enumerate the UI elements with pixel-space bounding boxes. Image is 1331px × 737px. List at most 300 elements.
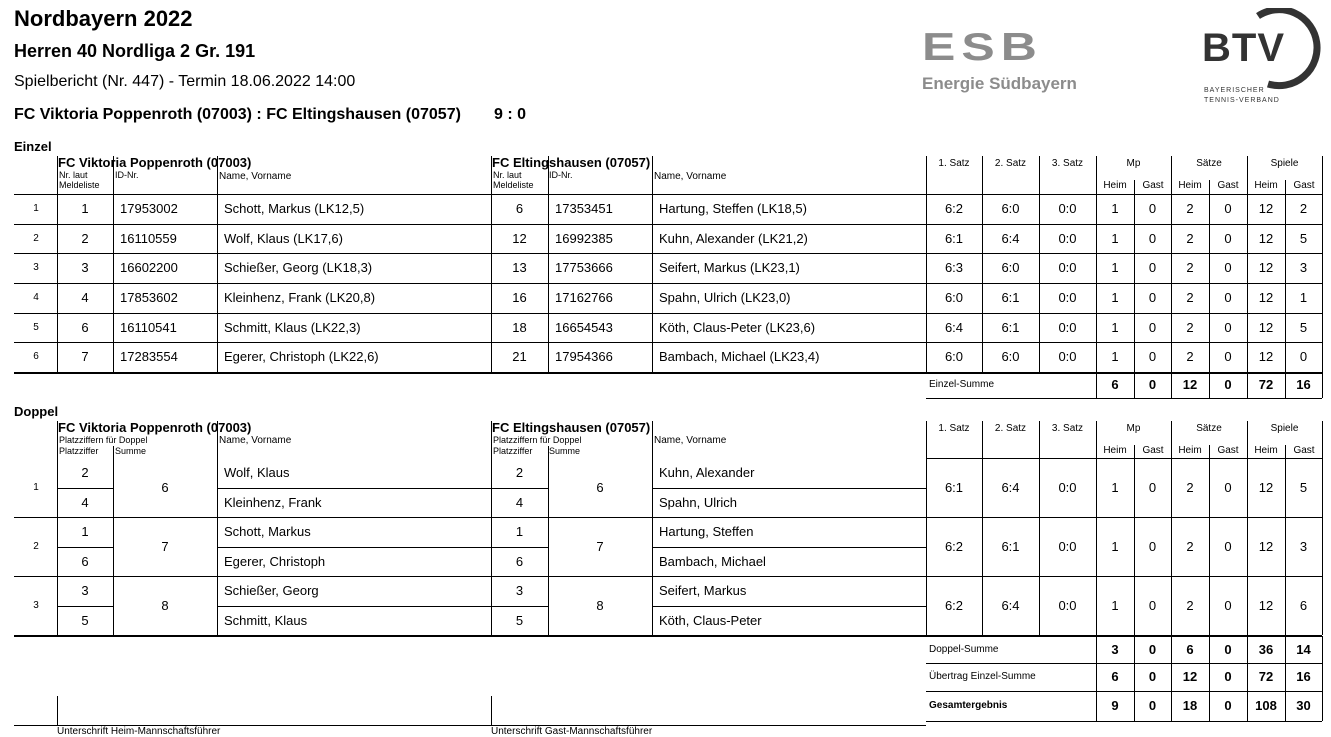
score-s2: 6:4 (1001, 480, 1020, 495)
signature-divider (57, 696, 58, 726)
score-s1: 6:4 (944, 320, 964, 335)
score-s3: 0:0 (1058, 480, 1077, 495)
home-id: 16602200 (120, 260, 178, 275)
home-sum: 6 (161, 480, 169, 495)
score-s1: 6:1 (944, 480, 964, 495)
score-gh: 12 (1258, 480, 1274, 495)
home-id: 17853602 (120, 290, 178, 305)
score-s2: 6:0 (1001, 349, 1020, 364)
cell-divider (1285, 224, 1286, 253)
half-row-line (491, 547, 548, 548)
sum-divider (1322, 372, 1323, 398)
cell-divider (926, 283, 927, 313)
cell-divider (1171, 253, 1172, 283)
cell-divider (1209, 517, 1210, 576)
sum-divider (1322, 636, 1323, 663)
home-name: Schmitt, Klaus (LK22,3) (224, 320, 361, 335)
guest-nr: 18 (512, 320, 527, 335)
cell-divider (1039, 458, 1040, 517)
sum-gg: 16 (1296, 377, 1311, 392)
score-mph: 1 (1111, 598, 1119, 613)
guest-id: 17753666 (555, 260, 613, 275)
sum-label: Gesamtergebnis (929, 700, 1008, 711)
score-s1: 6:2 (944, 539, 964, 554)
cell-divider (113, 194, 114, 224)
half-row-line (57, 606, 113, 607)
cell-divider (1096, 283, 1097, 313)
match-score: 9 : 0 (494, 106, 527, 123)
score-gg: 2 (1299, 201, 1308, 216)
esb-logo-mark: ESB (922, 24, 1043, 69)
sum-gg: 30 (1296, 698, 1311, 713)
cell-divider (926, 517, 927, 576)
guest-name-1: Seifert, Markus (659, 583, 747, 598)
cell-divider (217, 283, 218, 313)
cell-divider (1322, 313, 1323, 342)
score-s2: 6:1 (1001, 539, 1020, 554)
sum-sh: 12 (1182, 377, 1198, 392)
cell-divider (1209, 253, 1210, 283)
cell-divider (548, 194, 549, 224)
header-divider (113, 156, 114, 194)
saetze-header: Sätze (1196, 423, 1222, 434)
cell-divider (926, 458, 927, 517)
header-divider (217, 156, 218, 194)
cell-divider (1285, 458, 1286, 517)
match-teams: FC Viktoria Poppenroth (07003) : FC Eltingshausen (07057) (14, 106, 461, 123)
home-nr: 6 (81, 320, 89, 335)
score-mph: 1 (1111, 290, 1119, 305)
score-gg: 3 (1299, 260, 1308, 275)
score-mpg: 0 (1148, 231, 1157, 246)
score-mph: 1 (1111, 539, 1119, 554)
sum-mph: 6 (1111, 377, 1119, 392)
cell-divider (1134, 342, 1135, 372)
cell-divider (1209, 283, 1210, 313)
guest-nr: 12 (512, 231, 527, 246)
cell-divider (1285, 517, 1286, 576)
cell-divider (548, 458, 549, 517)
signature-divider (491, 696, 492, 726)
score-sh: 2 (1186, 290, 1194, 305)
cell-divider (491, 283, 492, 313)
score-mpg: 0 (1148, 320, 1157, 335)
score-gg: 6 (1299, 598, 1308, 613)
cell-divider (1171, 313, 1172, 342)
heim-subheader: Heim (1254, 445, 1278, 456)
cell-divider (1247, 224, 1248, 253)
cell-divider (1209, 342, 1210, 372)
guest-id: 17162766 (555, 290, 613, 305)
sum-mph: 3 (1111, 642, 1119, 657)
esb-logo-text: Energie Südbayern (922, 74, 1077, 93)
cell-divider (491, 342, 492, 372)
guest-name-1: Hartung, Steffen (659, 524, 754, 539)
header-divider (491, 156, 492, 194)
home-name: Egerer, Christoph (LK22,6) (224, 349, 379, 364)
sum-gh: 72 (1258, 669, 1274, 684)
score-mpg: 0 (1148, 290, 1157, 305)
cell-divider (1039, 576, 1040, 635)
cell-divider (1096, 576, 1097, 635)
score-sh: 2 (1186, 480, 1194, 495)
col-name: Name, Vorname (219, 435, 292, 446)
header-divider (548, 446, 549, 458)
guest-col-id: ID-Nr. (549, 170, 573, 180)
col-nr-line1: Nr. laut (59, 170, 88, 180)
cell-divider (113, 283, 114, 313)
col-nr-line2: Meldeliste (59, 180, 100, 190)
sum-sh: 6 (1186, 642, 1194, 657)
set2-header: 2. Satz (994, 158, 1027, 169)
home-platz-1: 1 (81, 524, 89, 539)
score-gg: 5 (1299, 231, 1308, 246)
col-pz-line1: Platzziffern für Doppel (59, 435, 148, 445)
score-gh: 12 (1258, 260, 1274, 275)
guest-col-summe: Summe (549, 446, 581, 456)
guest-id: 17353451 (555, 201, 613, 216)
cell-divider (1171, 517, 1172, 576)
cell-divider (1171, 194, 1172, 224)
page-title: Nordbayern 2022 (14, 6, 193, 31)
home-name: Wolf, Klaus (LK17,6) (224, 231, 343, 246)
gast-subheader: Gast (1293, 445, 1315, 456)
score-mph: 1 (1111, 260, 1119, 275)
score-gh: 12 (1258, 539, 1274, 554)
score-mpg: 0 (1148, 539, 1157, 554)
header-divider (548, 156, 549, 194)
score-s3: 0:0 (1058, 201, 1077, 216)
cell-divider (1209, 313, 1210, 342)
cell-divider (1134, 253, 1135, 283)
guest-sum: 8 (596, 598, 604, 613)
cell-divider (57, 253, 58, 283)
score-s2: 6:0 (1001, 201, 1020, 216)
score-sg: 0 (1224, 349, 1232, 364)
btv-logo-line1: BAYERISCHER (1204, 87, 1265, 94)
cell-divider (1322, 576, 1323, 635)
home-name-1: Schießer, Georg (224, 583, 319, 598)
home-platz-1: 2 (81, 465, 89, 480)
cell-divider (113, 342, 114, 372)
guest-platz-2: 5 (515, 613, 524, 628)
heim-subheader: Heim (1178, 180, 1202, 191)
score-mph: 1 (1111, 349, 1119, 364)
cell-divider (1247, 458, 1248, 517)
half-row-line (217, 488, 491, 489)
score-mpg: 0 (1148, 349, 1157, 364)
gast-subheader: Gast (1142, 180, 1164, 191)
guest-platz-1: 1 (515, 524, 524, 539)
cell-divider (1247, 517, 1248, 576)
sum-mpg: 0 (1148, 669, 1157, 684)
cell-divider (113, 576, 114, 635)
score-gh: 12 (1258, 598, 1274, 613)
sum-gh: 108 (1255, 698, 1277, 713)
score-s3: 0:0 (1058, 539, 1077, 554)
guest-name-2: Köth, Claus-Peter (659, 613, 762, 628)
sum-label: Doppel-Summe (929, 644, 999, 655)
home-nr: 7 (81, 349, 89, 364)
score-s2: 6:0 (1001, 260, 1020, 275)
score-s2: 6:4 (1001, 231, 1020, 246)
row-index: 6 (33, 351, 39, 362)
score-sg: 0 (1224, 260, 1232, 275)
header-divider (113, 446, 114, 458)
cell-divider (1039, 342, 1040, 372)
cell-divider (491, 253, 492, 283)
cell-divider (1285, 342, 1286, 372)
cell-divider (652, 342, 653, 372)
score-subheader-divider (1209, 445, 1210, 458)
report-info: Spielbericht (Nr. 447) - Termin 18.06.2022 14:00 (14, 73, 356, 90)
cell-divider (1209, 458, 1210, 517)
score-s3: 0:0 (1058, 231, 1077, 246)
sum-sh: 12 (1182, 669, 1198, 684)
heim-subheader: Heim (1254, 180, 1278, 191)
score-mpg: 0 (1148, 480, 1157, 495)
score-s1: 6:0 (944, 290, 964, 305)
cell-divider (1322, 224, 1323, 253)
cell-divider (1096, 253, 1097, 283)
score-s2: 6:1 (1001, 320, 1020, 335)
col-pz: Platzziffer (59, 446, 99, 456)
cell-divider (548, 517, 549, 576)
row-index: 2 (33, 541, 39, 552)
guest-col-pz-line1: Platzziffern für Doppel (493, 435, 582, 445)
guest-nr: 13 (512, 260, 527, 275)
btv-logo (1198, 8, 1326, 108)
guest-sum: 6 (596, 480, 604, 495)
cell-divider (1171, 576, 1172, 635)
home-name-1: Schott, Markus (224, 524, 311, 539)
gast-subheader: Gast (1217, 445, 1239, 456)
home-id: 16110559 (120, 231, 177, 246)
home-signature-label: Unterschrift Heim-Mannschaftsführer (57, 726, 221, 737)
guest-platz-2: 4 (515, 495, 524, 510)
score-s3: 0:0 (1058, 349, 1077, 364)
cell-divider (982, 458, 983, 517)
guest-signature-label: Unterschrift Gast-Mannschaftsführer (491, 726, 653, 737)
header-divider (57, 421, 58, 458)
cell-divider (982, 342, 983, 372)
sum-row-line (926, 721, 1039, 722)
home-platz-1: 3 (81, 583, 89, 598)
cell-divider (548, 283, 549, 313)
cell-divider (548, 313, 549, 342)
league-name: Herren 40 Nordliga 2 Gr. 191 (14, 41, 256, 61)
score-mph: 1 (1111, 231, 1119, 246)
col-name: Name, Vorname (219, 171, 292, 182)
cell-divider (1039, 224, 1040, 253)
cell-divider (1247, 253, 1248, 283)
heim-subheader: Heim (1103, 180, 1127, 191)
cell-divider (1322, 342, 1323, 372)
guest-id: 17954366 (555, 349, 613, 364)
sum-bottom-line (926, 398, 1322, 399)
cell-divider (982, 253, 983, 283)
home-platz-2: 5 (81, 613, 89, 628)
cell-divider (548, 342, 549, 372)
set1-header: 1. Satz (938, 423, 970, 434)
cell-divider (113, 253, 114, 283)
cell-divider (1134, 517, 1135, 576)
home-id: 17283554 (120, 349, 178, 364)
cell-divider (1322, 517, 1323, 576)
col-id: ID-Nr. (115, 170, 139, 180)
home-id: 16110541 (120, 320, 177, 335)
cell-divider (652, 283, 653, 313)
sum-gh: 36 (1258, 642, 1274, 657)
score-sh: 2 (1186, 598, 1194, 613)
sum-sg: 0 (1224, 642, 1232, 657)
cell-divider (491, 313, 492, 342)
cell-divider (217, 253, 218, 283)
score-gg: 5 (1299, 480, 1308, 495)
guest-platz-1: 2 (515, 465, 524, 480)
row-index: 4 (33, 292, 39, 303)
score-subheader-divider (1285, 445, 1286, 458)
row-index: 3 (33, 600, 39, 611)
cell-divider (1247, 576, 1248, 635)
sum-row-line (1039, 721, 1322, 722)
score-gg: 0 (1299, 349, 1308, 364)
cell-divider (1134, 576, 1135, 635)
cell-divider (982, 224, 983, 253)
cell-divider (1096, 194, 1097, 224)
cell-divider (982, 194, 983, 224)
guest-team-heading: FC Eltingshausen (07057) (492, 155, 651, 170)
gast-subheader: Gast (1217, 180, 1239, 191)
cell-divider (1134, 458, 1135, 517)
cell-divider (491, 194, 492, 224)
cell-divider (1096, 517, 1097, 576)
sum-mpg: 0 (1148, 698, 1157, 713)
cell-divider (1096, 458, 1097, 517)
guest-col-nr-line1: Nr. laut (493, 170, 522, 180)
cell-divider (113, 313, 114, 342)
guest-nr: 21 (512, 349, 527, 364)
cell-divider (1247, 283, 1248, 313)
score-sg: 0 (1224, 201, 1232, 216)
half-row-line (217, 606, 491, 607)
cell-divider (926, 253, 927, 283)
btv-logo-mark: BTV (1202, 26, 1285, 70)
btv-logo-line2: TENNIS-VERBAND (1204, 97, 1280, 104)
cell-divider (548, 253, 549, 283)
cell-divider (1322, 283, 1323, 313)
guest-name: Kuhn, Alexander (LK21,2) (659, 231, 808, 246)
home-sum: 7 (161, 539, 169, 554)
sum-label: Übertrag Einzel-Summe (929, 671, 1036, 682)
score-sg: 0 (1224, 320, 1232, 335)
cell-divider (1039, 517, 1040, 576)
cell-divider (113, 517, 114, 576)
cell-divider (57, 342, 58, 372)
guest-id: 16654543 (555, 320, 613, 335)
sum-sg: 0 (1224, 377, 1232, 392)
cell-divider (217, 224, 218, 253)
gast-subheader: Gast (1293, 180, 1315, 191)
half-row-line (652, 606, 926, 607)
guest-platz-2: 6 (515, 554, 524, 569)
score-gg: 1 (1299, 290, 1308, 305)
cell-divider (652, 224, 653, 253)
cell-divider (1039, 253, 1040, 283)
home-name-2: Kleinhenz, Frank (224, 495, 322, 510)
score-s3: 0:0 (1058, 320, 1077, 335)
cell-divider (1096, 313, 1097, 342)
score-s2: 6:4 (1001, 598, 1020, 613)
home-name-1: Wolf, Klaus (224, 465, 290, 480)
cell-divider (652, 313, 653, 342)
guest-col-name: Name, Vorname (654, 171, 727, 182)
score-sh: 2 (1186, 320, 1194, 335)
score-mpg: 0 (1148, 598, 1157, 613)
score-s1: 6:2 (944, 201, 964, 216)
guest-col-pz: Platzziffer (493, 446, 533, 456)
cell-divider (982, 576, 983, 635)
score-s1: 6:2 (944, 598, 964, 613)
half-row-line (652, 547, 926, 548)
cell-divider (1134, 283, 1135, 313)
sum-label: Einzel-Summe (929, 379, 995, 390)
saetze-header: Sätze (1196, 158, 1222, 169)
score-s3: 0:0 (1058, 598, 1077, 613)
cell-divider (1096, 224, 1097, 253)
cell-divider (1209, 224, 1210, 253)
cell-divider (491, 224, 492, 253)
col-summe: Summe (115, 446, 147, 456)
cell-divider (1171, 342, 1172, 372)
gast-subheader: Gast (1142, 445, 1164, 456)
cell-divider (1096, 342, 1097, 372)
guest-name: Köth, Claus-Peter (LK23,6) (659, 320, 816, 335)
guest-name: Bambach, Michael (LK23,4) (659, 349, 820, 364)
score-gh: 12 (1258, 231, 1274, 246)
guest-name-1: Kuhn, Alexander (659, 465, 755, 480)
cell-divider (1247, 342, 1248, 372)
guest-name: Hartung, Steffen (LK18,5) (659, 201, 807, 216)
row-index: 2 (33, 233, 39, 244)
set3-header: 3. Satz (1051, 158, 1084, 169)
guest-col-nr-line2: Meldeliste (493, 180, 534, 190)
score-sg: 0 (1224, 480, 1232, 495)
sum-gh: 72 (1258, 377, 1274, 392)
score-sg: 0 (1224, 539, 1232, 554)
cell-divider (926, 313, 927, 342)
score-sg: 0 (1224, 231, 1232, 246)
mp-header: Mp (1126, 158, 1141, 169)
guest-name: Spahn, Ulrich (LK23,0) (659, 290, 791, 305)
heim-subheader: Heim (1178, 445, 1202, 456)
cell-divider (57, 313, 58, 342)
sum-mpg: 0 (1148, 377, 1157, 392)
guest-name-2: Bambach, Michael (659, 554, 766, 569)
guest-name: Seifert, Markus (LK23,1) (659, 260, 800, 275)
home-name: Schießer, Georg (LK18,3) (224, 260, 373, 275)
guest-col-name: Name, Vorname (654, 435, 727, 446)
heim-subheader: Heim (1103, 445, 1127, 456)
cell-divider (926, 342, 927, 372)
score-subheader-divider (1134, 180, 1135, 194)
score-sg: 0 (1224, 598, 1232, 613)
score-mpg: 0 (1148, 260, 1157, 275)
sum-mph: 6 (1111, 669, 1119, 684)
sum-divider (1322, 691, 1323, 721)
home-nr: 2 (81, 231, 89, 246)
spiele-header: Spiele (1270, 158, 1299, 169)
